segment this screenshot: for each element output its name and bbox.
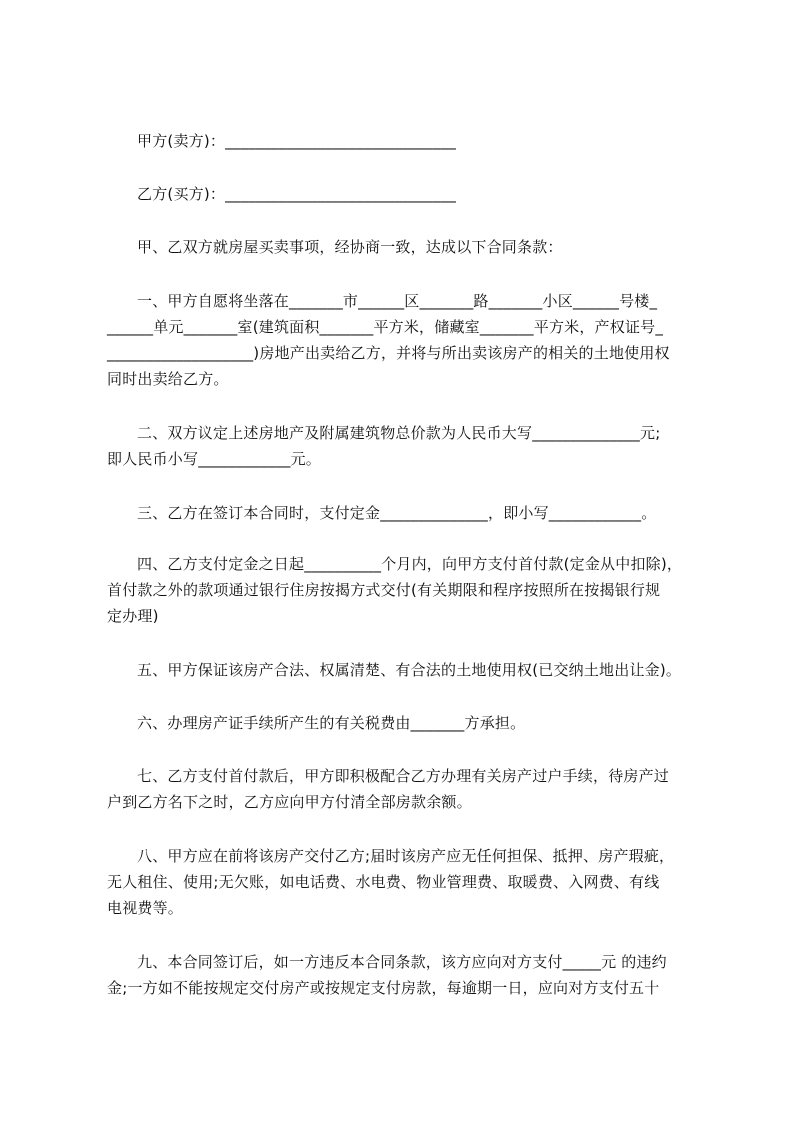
clause-5: 五、甲方保证该房产合法、权属清楚、有合法的土地使用权(已交纳土地出让金)。	[137, 661, 682, 679]
clause-8-line-1: 八、甲方应在前将该房产交付乙方;届时该房产应无任何担保、抵押、房产瑕疵，	[137, 847, 675, 865]
contract-intro: 甲、乙双方就房屋买卖事项，经协商一致，达成以下合同条款：	[137, 238, 563, 256]
clause-1-line-1: 一、甲方自愿将坐落在_______市______区_______路_______小区______号楼_	[137, 292, 658, 310]
clause-2-line-2: 即人民币小写____________元。	[107, 450, 322, 468]
clause-2-line-1: 二、双方议定上述房地产及附属建筑物总价款为人民币大写______________元;	[137, 424, 661, 442]
clause-1-line-3: ___________________)房地产出卖给乙方，并将与所出卖该房产的相关的土地使用权	[107, 344, 670, 362]
clause-3: 三、乙方在签订本合同时，支付定金______________，即小写____________。	[137, 504, 657, 522]
clause-7-line-2: 户到乙方名下之时，乙方应向甲方付清全部房款余额。	[107, 793, 472, 811]
clause-9-line-1: 九、本合同签订后，如一方违反本合同条款，该方应向对方支付_____元 的违约	[137, 953, 667, 971]
clause-8-line-3: 电视费等。	[107, 899, 184, 917]
party-b-buyer-line: 乙方(买方)：______________________________	[137, 185, 457, 203]
clause-8-line-2: 无人租住、使用;无欠账，如电话费、水电费、物业管理费、取暖费、入网费、有线	[107, 873, 660, 891]
clause-4-line-3: 定办理)	[107, 607, 159, 625]
clause-1-line-4: 同时出卖给乙方。	[107, 370, 229, 388]
clause-1-line-2: ______单元_______室(建筑面积_______平方米，储藏室_______平方米，产权证号_	[107, 318, 664, 336]
clause-7-line-1: 七、乙方支付首付款后，甲方即积极配合乙方办理有关房产过户手续，待房产过	[137, 767, 670, 785]
clause-9-line-2: 金;一方如不能按规定交付房产或按规定支付房款，每逾期一日，应向对方支付五十	[107, 979, 660, 997]
clause-4-line-1: 四、乙方支付定金之日起__________个月内，向甲方支付首付款(定金从中扣除)，	[137, 555, 683, 573]
clause-4-line-2: 首付款之外的款项通过银行住房按揭方式交付(有关期限和程序按照所在按揭银行规	[107, 581, 661, 599]
clause-6: 六、办理房产证手续所产生的有关税费由_______方承担。	[137, 714, 526, 732]
party-a-seller-line: 甲方(卖方)：______________________________	[137, 132, 457, 150]
